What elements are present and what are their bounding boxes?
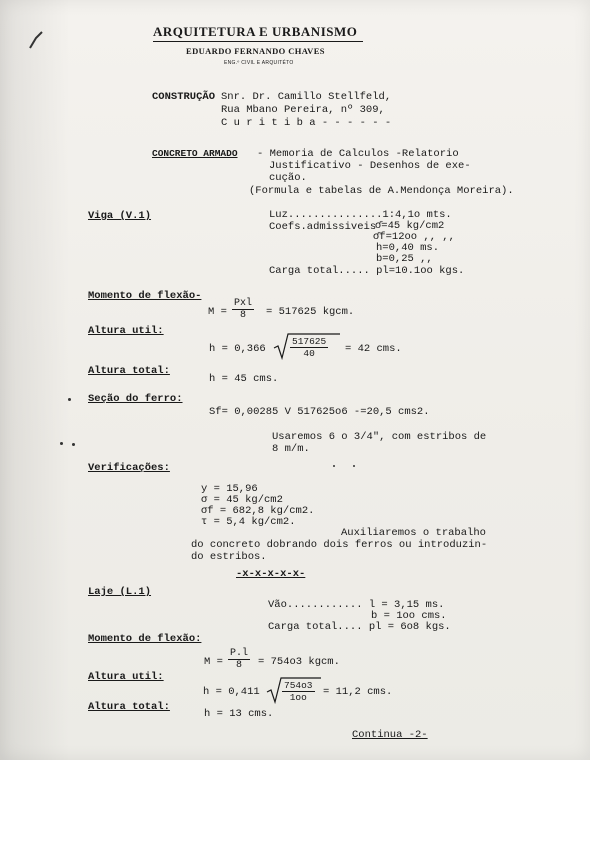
verificacoes-label: Verificações:	[88, 462, 170, 474]
momento-2-label: Momento de flexão:	[88, 633, 202, 645]
viga-carga: Carga total..... pl=10.1oo kgs.	[269, 265, 465, 277]
altura-total-2-expr: h = 13 cms.	[204, 708, 274, 720]
altura-util-1-result: = 42 cms.	[345, 343, 402, 355]
momento-2-lhs: M =	[204, 656, 223, 668]
altura-util-2-result: = 11,2 cms.	[323, 686, 393, 698]
altura-util-2-lhs: h = 0,411	[203, 686, 260, 698]
laje-carga: Carga total.... pl = 6o8 kgs.	[268, 621, 451, 633]
header-rule	[153, 41, 363, 42]
momento-2-numerator: P.l	[230, 648, 249, 659]
momento-2-fraction	[228, 648, 250, 671]
viga-luz: Luz...............1:4,1o mts.	[269, 209, 452, 221]
viga-coefs: Coefs.admissiveis	[269, 221, 377, 233]
speck-icon	[353, 465, 355, 467]
speck-icon	[333, 465, 335, 467]
altura-total-1-expr: h = 45 cms.	[209, 373, 279, 385]
laje-b: b = 1oo cms.	[371, 610, 447, 622]
altura-total-1-label: Altura total:	[88, 365, 170, 377]
concreto-line-2: Justificativo - Desenhos de exe-	[269, 160, 471, 172]
construcao-line-2: Rua Mbano Pereira, nº 309,	[221, 104, 385, 116]
concreto-line-3: cução.	[269, 172, 307, 184]
viga-b: b=0,25 ,,	[376, 253, 433, 265]
viga-h: h=0,40 ms.	[376, 242, 440, 254]
usaremos-line-1: Usaremos 6 o 3/4", com estribos de	[272, 431, 487, 443]
engineer-name: EDUARDO FERNANDO CHAVES	[186, 46, 325, 56]
momento-1-lhs: M =	[208, 306, 227, 318]
viga-label: Viga (V.1)	[88, 210, 152, 222]
altura-util-1-denominator: 40	[290, 347, 328, 359]
momento-2-result: = 754o3 kgcm.	[258, 656, 340, 668]
speck-icon	[72, 443, 75, 446]
momento-2-denominator: 8	[228, 659, 250, 671]
concreto-line-4: (Formula e tabelas de A.Mendonça Moreira).	[249, 185, 514, 197]
momento-1-result: = 517625 kgcm.	[266, 306, 355, 318]
construcao-line-3: C u r i t i b a - - - - - -	[221, 117, 392, 129]
secao-label: Seção do ferro:	[88, 393, 183, 405]
speck-icon	[68, 398, 71, 401]
construcao-label: CONSTRUÇÃO	[152, 91, 216, 103]
verificacao-tau: τ = 5,4 kg/cm2.	[201, 516, 296, 528]
speck-icon	[60, 442, 63, 445]
altura-util-2-label: Altura util:	[88, 671, 164, 683]
construcao-line-1: Snr. Dr. Camillo Stellfeld,	[221, 91, 392, 103]
altura-util-1-label: Altura util:	[88, 325, 164, 337]
auxiliaremos-line-1: Auxiliaremos o trabalho	[341, 527, 486, 539]
momento-1-numerator: Pxl	[234, 298, 253, 309]
secao-expr: Sf= 0,00285 V 517625o6 -=20,5 cms2.	[209, 406, 430, 418]
viga-sigma: σ̄=45 kg/cm2	[375, 220, 445, 232]
altura-util-2-fraction	[282, 680, 315, 703]
momento-1-denominator: 8	[232, 309, 254, 321]
momento-1-fraction	[232, 298, 254, 321]
viga-sigma-f: σ̄f=12oo ,, ,,	[373, 231, 455, 243]
continua-note: Continua -2-	[352, 729, 428, 741]
verificacao-y: y = 15,96	[201, 483, 258, 495]
altura-util-2-denominator: 1oo	[282, 691, 315, 703]
auxiliaremos-line-3: do estribos.	[191, 551, 267, 563]
altura-util-2-numerator: 754o3	[284, 680, 313, 691]
laje-label: Laje (L.1)	[88, 586, 152, 598]
firm-title: ARQUITETURA E URBANISMO	[153, 24, 358, 39]
usaremos-line-2: 8 m/m.	[272, 443, 310, 455]
engineer-title: ENG.º CIVIL E ARQUITÉTO	[224, 60, 294, 66]
concreto-line-1: - Memoria de Calculos -Relatorio	[257, 148, 459, 160]
verificacao-sigma: σ = 45 kg/cm2	[201, 494, 283, 506]
auxiliaremos-line-2: do concreto dobrando dois ferros ou introduzin-	[191, 539, 488, 551]
verificacao-sigma-f: σf = 682,8 kg/cm2.	[201, 505, 315, 517]
altura-total-2-label: Altura total:	[88, 701, 170, 713]
ink-mark-icon	[26, 28, 46, 52]
laje-vao: Vão............ l = 3,15 ms.	[268, 599, 445, 611]
altura-util-1-fraction	[290, 336, 328, 359]
altura-util-1-lhs: h = 0,366	[209, 343, 266, 355]
momento-1-label: Momento de flexão-	[88, 290, 202, 302]
concreto-label: CONCRETO ARMADO	[152, 148, 238, 159]
section-separator: -x-x-x-x-x-	[236, 568, 306, 580]
altura-util-1-numerator: 517625	[292, 336, 327, 347]
